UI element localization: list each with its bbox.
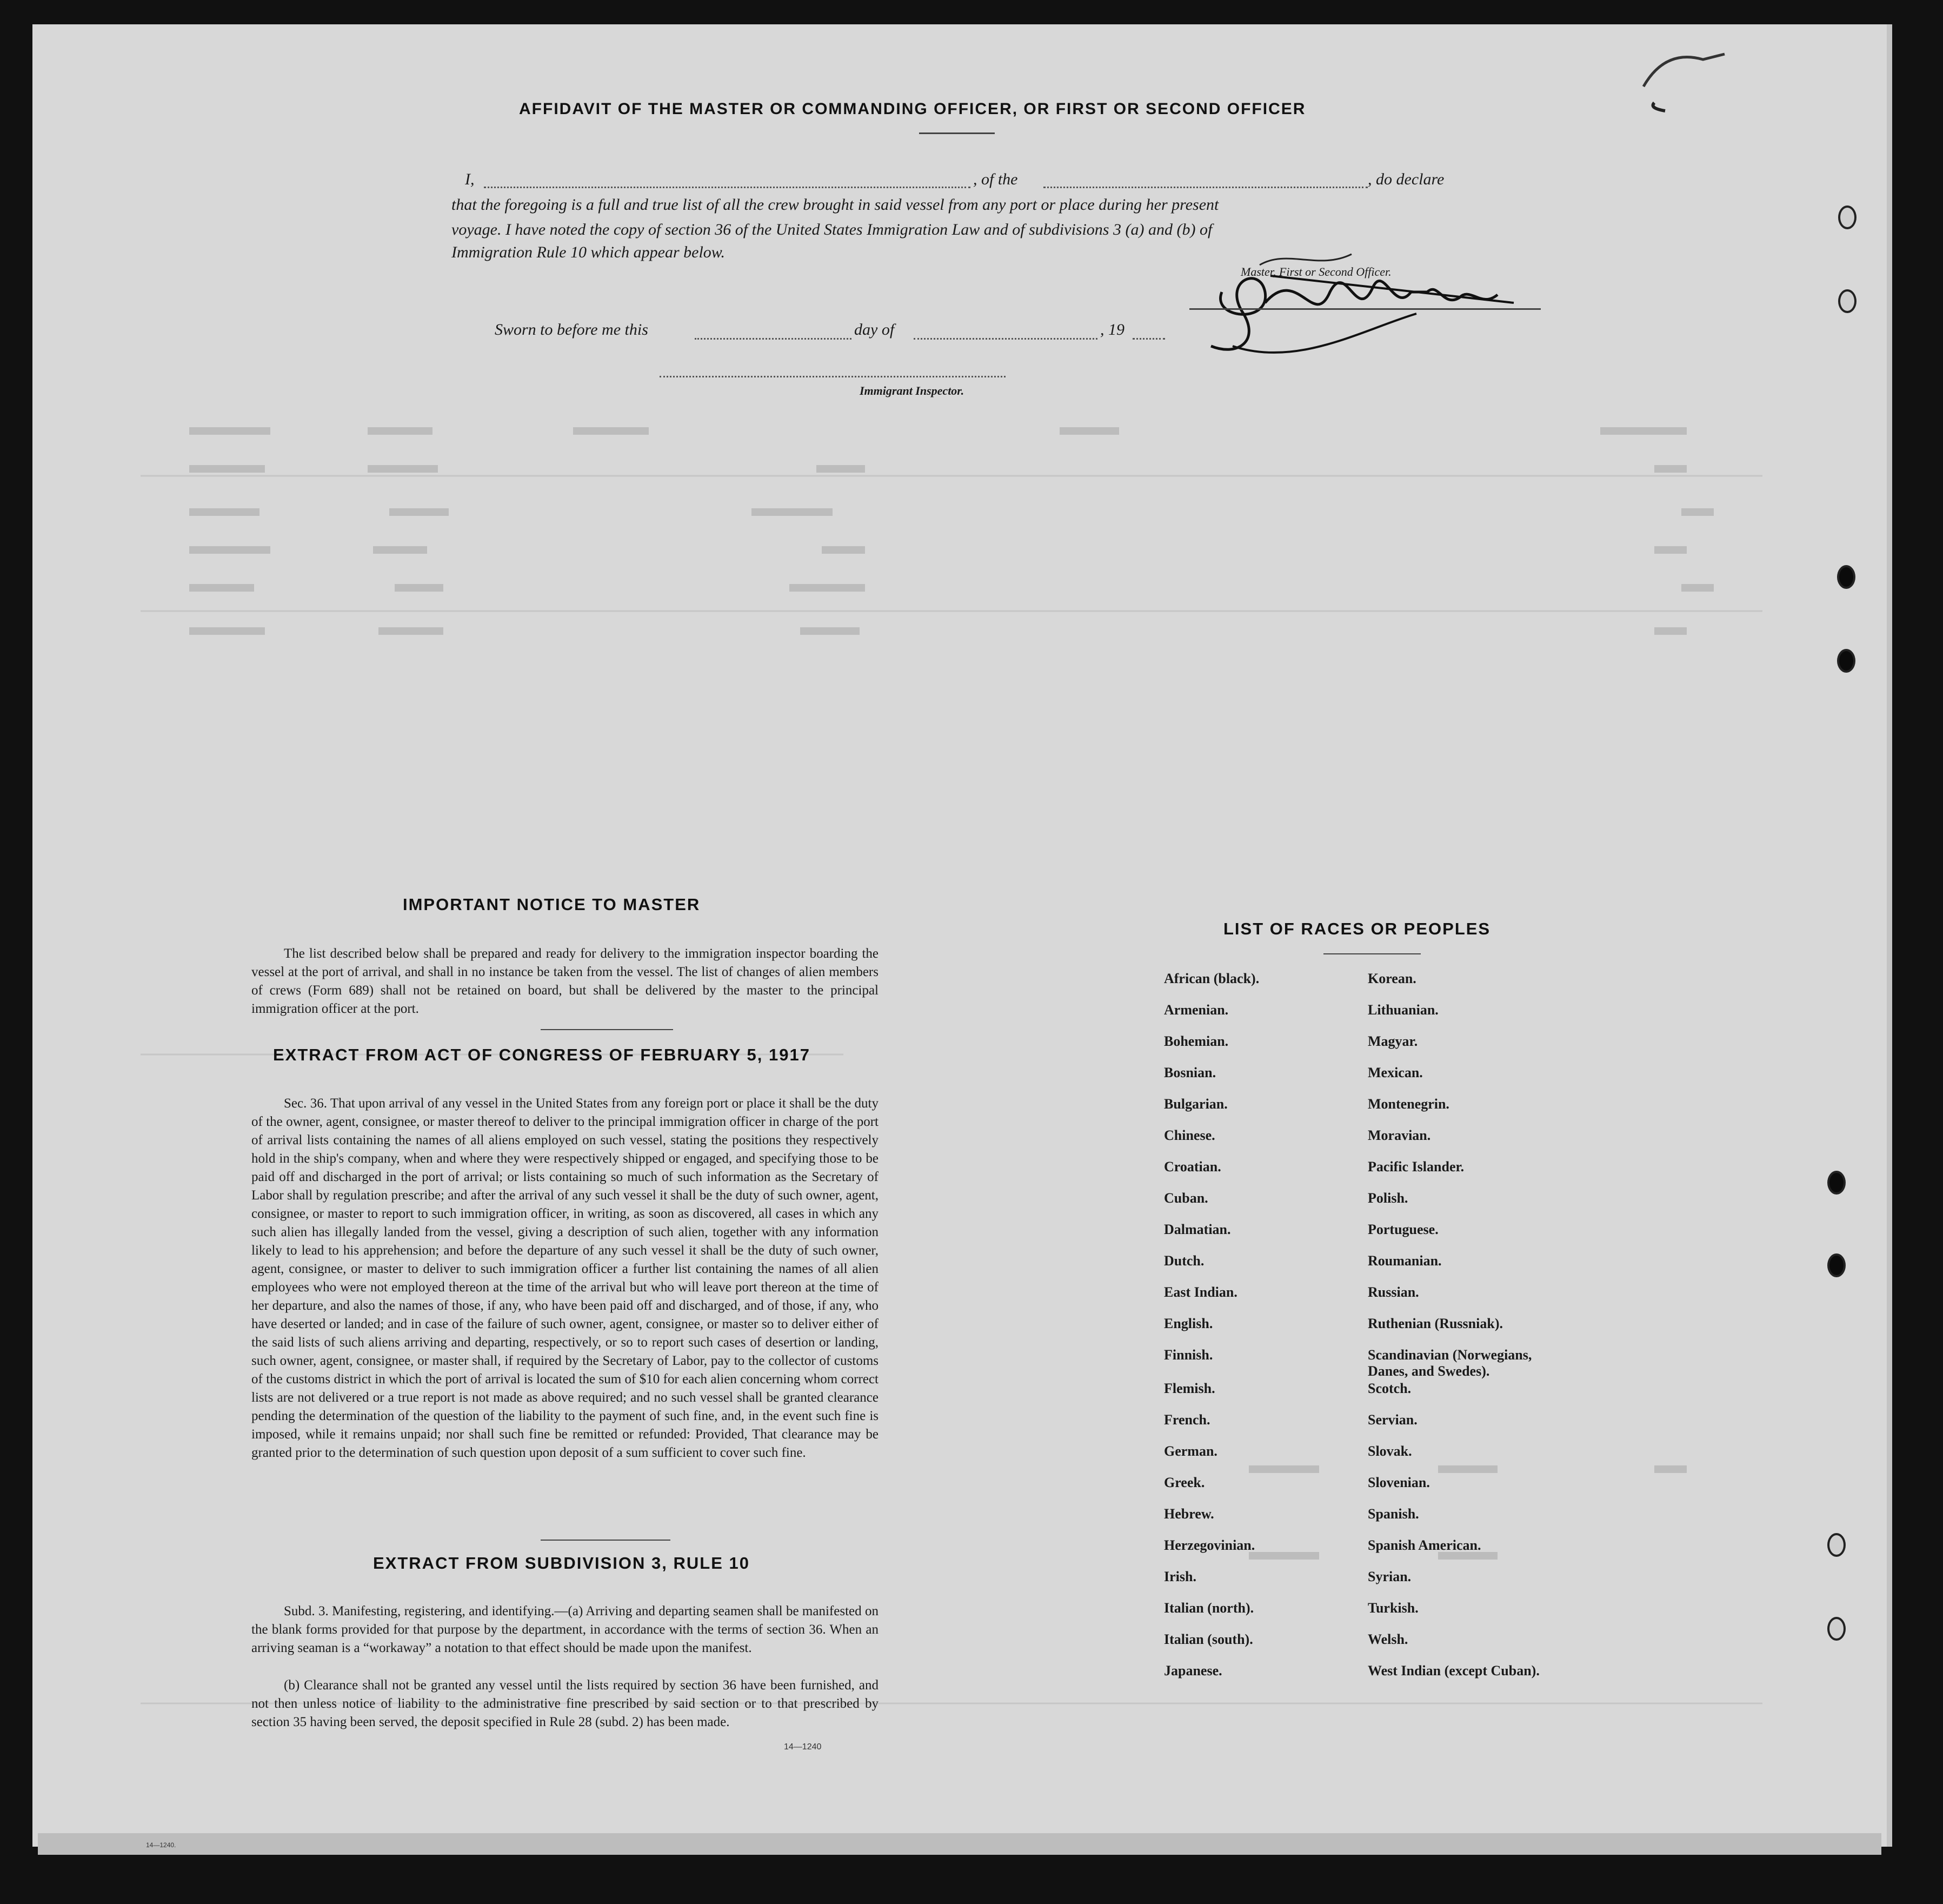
race-item: Roumanian. (1368, 1253, 1442, 1269)
affidavit-line1-end: , do declare (1368, 170, 1445, 188)
race-item: Dalmatian. (1164, 1222, 1231, 1237)
race-item: German. (1164, 1443, 1217, 1459)
race-item: Welsh. (1368, 1631, 1408, 1647)
blank-vessel-name[interactable] (1043, 187, 1368, 188)
punch-hole (1837, 565, 1855, 589)
act-title: EXTRACT FROM ACT OF CONGRESS OF FEBRUARY 5, 1917 (273, 1045, 810, 1064)
rule-title: EXTRACT FROM SUBDIVISION 3, RULE 10 (373, 1554, 750, 1573)
race-item: Bohemian. (1164, 1033, 1229, 1049)
affidavit-line3: voyage. I have noted the copy of section 36 of the United States Immigration Law and of subdivisions 3 (a) and (b) of (451, 221, 1213, 238)
race-item: Italian (south). (1164, 1631, 1253, 1647)
race-item: Turkish. (1368, 1600, 1419, 1616)
blank-month[interactable] (914, 338, 1097, 340)
inspector-caption: Immigrant Inspector. (860, 384, 964, 397)
sworn-day-of: day of (854, 321, 895, 339)
punch-hole (1827, 1533, 1846, 1557)
race-item: Chinese. (1164, 1127, 1215, 1143)
race-item: Portuguese. (1368, 1222, 1439, 1237)
race-item: English. (1164, 1316, 1213, 1331)
punch-hole (1827, 1617, 1846, 1641)
race-item: Cuban. (1164, 1190, 1208, 1206)
affidavit-line2: that the foregoing is a full and true list of all the crew brought in said vessel from any port or place during her present (451, 196, 1219, 214)
punch-hole (1827, 1253, 1846, 1277)
punch-hole (1838, 289, 1857, 313)
signature-line (1189, 308, 1541, 310)
race-item: Scotch. (1368, 1381, 1412, 1396)
curled-corner-mark (1633, 43, 1741, 114)
race-item: Finnish. (1164, 1347, 1213, 1363)
race-item: Italian (north). (1164, 1600, 1254, 1616)
race-item: Bulgarian. (1164, 1096, 1228, 1112)
race-item: Montenegrin. (1368, 1096, 1449, 1112)
punch-hole (1827, 1171, 1846, 1195)
race-item: Magyar. (1368, 1033, 1418, 1049)
race-item: Bosnian. (1164, 1065, 1216, 1080)
notice-text: The list described below shall be prepared and ready for delivery to the immigration inspector boarding the vessel at the port of arrival, and shall in no instance be taken from the vessel. The list of changes of alien members of crews (Form 689) shall not be retained on board, but shall be delivered by the master to the principal immigration officer at the port. (251, 946, 879, 1016)
race-item: Spanish American. (1368, 1537, 1481, 1553)
affidavit-title: AFFIDAVIT OF THE MASTER OR COMMANDING OFFICER, OR FIRST OR SECOND OFFICER (519, 100, 1306, 118)
blank-year[interactable] (1133, 338, 1165, 340)
race-item: Moravian. (1368, 1127, 1431, 1143)
race-item: Slovak. (1368, 1443, 1412, 1459)
blank-day[interactable] (695, 338, 851, 340)
form-number-center: 14—1240 (784, 1742, 822, 1752)
race-item: Pacific Islander. (1368, 1159, 1465, 1175)
race-item: West Indian (except Cuban). (1368, 1663, 1540, 1679)
race-item: Armenian. (1164, 1002, 1229, 1018)
punch-hole (1837, 649, 1855, 673)
race-item: East Indian. (1164, 1284, 1237, 1300)
affidavit-line4: Immigration Rule 10 which appear below. (451, 243, 726, 261)
blank-inspector-signature[interactable] (660, 376, 1006, 377)
sworn-year: , 19 (1100, 321, 1124, 339)
race-item: Scandinavian (Norwegians, Danes, and Swedes). (1368, 1347, 1532, 1379)
races-title-rule (1323, 953, 1421, 954)
race-item: Dutch. (1164, 1253, 1205, 1269)
notice-rule (541, 1029, 673, 1030)
race-item: Greek. (1164, 1475, 1205, 1490)
race-item: Ruthenian (Russniak). (1368, 1316, 1503, 1331)
punch-hole (1838, 205, 1857, 229)
notice-title: IMPORTANT NOTICE TO MASTER (403, 895, 701, 914)
race-item: Japanese. (1164, 1663, 1222, 1679)
race-item: Russian. (1368, 1284, 1419, 1300)
act-rule (541, 1540, 670, 1541)
page-edge (38, 1833, 1881, 1855)
race-item: Herzegovinian. (1164, 1537, 1255, 1553)
race-item: Polish. (1368, 1190, 1408, 1206)
race-item: Spanish. (1368, 1506, 1419, 1522)
race-item: Slovenian. (1368, 1475, 1430, 1490)
race-item: French. (1164, 1412, 1210, 1428)
race-item: Hebrew. (1164, 1506, 1214, 1522)
affidavit-line1-start: I, (465, 170, 475, 188)
officer-signature (1189, 233, 1546, 373)
race-item: Irish. (1164, 1569, 1196, 1584)
affidavit-line1-mid: , of the (973, 170, 1018, 188)
signer-caption: Master, First or Second Officer. (1241, 265, 1392, 278)
race-item: Korean. (1368, 971, 1416, 986)
race-item: Flemish. (1164, 1381, 1215, 1396)
race-item: Croatian. (1164, 1159, 1221, 1175)
race-item: Syrian. (1368, 1569, 1412, 1584)
sworn-text: Sworn to before me this (495, 321, 648, 339)
race-item: Mexican. (1368, 1065, 1423, 1080)
form-number-corner: 14—1240. (146, 1841, 176, 1849)
affidavit-title-rule (919, 132, 995, 134)
race-item: Lithuanian. (1368, 1002, 1439, 1018)
rule-text-b: (b) Clearance shall not be granted any vessel until the lists required by section 36 have been furnished, and not then unless notice of liability to the administrative fine prescribed by said section or to that prescribed by section 35 having been served, the deposit specified in Rule 28 (subd. 2) has been made. (251, 1678, 879, 1729)
blank-officer-name[interactable] (484, 187, 970, 188)
race-item: Servian. (1368, 1412, 1418, 1428)
race-item: African (black). (1164, 971, 1260, 986)
races-title: LIST OF RACES OR PEOPLES (1223, 919, 1491, 938)
rule-text-a: Subd. 3. Manifesting, registering, and identifying.—(a) Arriving and departing seamen shall be manifested on the blank forms provided for that purpose by the department, in accordance with the terms of section 36. When an arriving seaman is a “workaway” a notation to that effect should be made upon the manifest. (251, 1604, 879, 1655)
act-text: Sec. 36. That upon arrival of any vessel in the United States from any foreign port or place it shall be the duty of the owner, agent, consignee, or master thereof to deliver to the principal immigration officer in charge of the port of arrival lists containing the names of all aliens employed on such vessel, stating the positions they respectively hold in the ship's company, when and where they were respectively shipped or engaged, and specifying those to be paid off and discharged in the port of arrival; or lists containing so much of such information as the Secretary of Labor shall by regulation prescribe; and after the arrival of any such vessel it shall be the duty of such owner, agent, consignee, or master to report to such immigration officer, in writing, as soon as discovered, all cases in which any such alien has illegally landed from the vessel, giving a description of such alien, together with any information likely to lead to his apprehension; and before the departure of any such vessel it shall be the duty of such owner, agent, consignee, or master to deliver to such immigration officer a further list containing the names of all alien employees who were not employed thereon at the time of the arrival but who will leave port thereon at the time of her departure, and also the names of those, if any, who have been paid off and discharged, and of those, if any, who have deserted or landed; and in case of the failure of such owner, agent, consignee, or master so to deliver either of the said lists of such aliens arriving and departing, respectively, or so to report such cases of desertion or landing, such owner, agent, consignee, or master shall, if required by the Secretary of Labor, pay to the collector of customs of the customs district in which the port of arrival is located the sum of $10 for each alien concerning whom correct lists are not delivered or a true report is not made as above required; and no such vessel shall be granted clearance pending the determination of the question of the liability to the payment of such fine, and, in the event such fine is imposed, while it remains unpaid; nor shall such fine be remitted or refunded: Provided, That clearance may be granted prior to the determination of such question upon deposit of a sum sufficient to cover such fine. (251, 1096, 879, 1460)
